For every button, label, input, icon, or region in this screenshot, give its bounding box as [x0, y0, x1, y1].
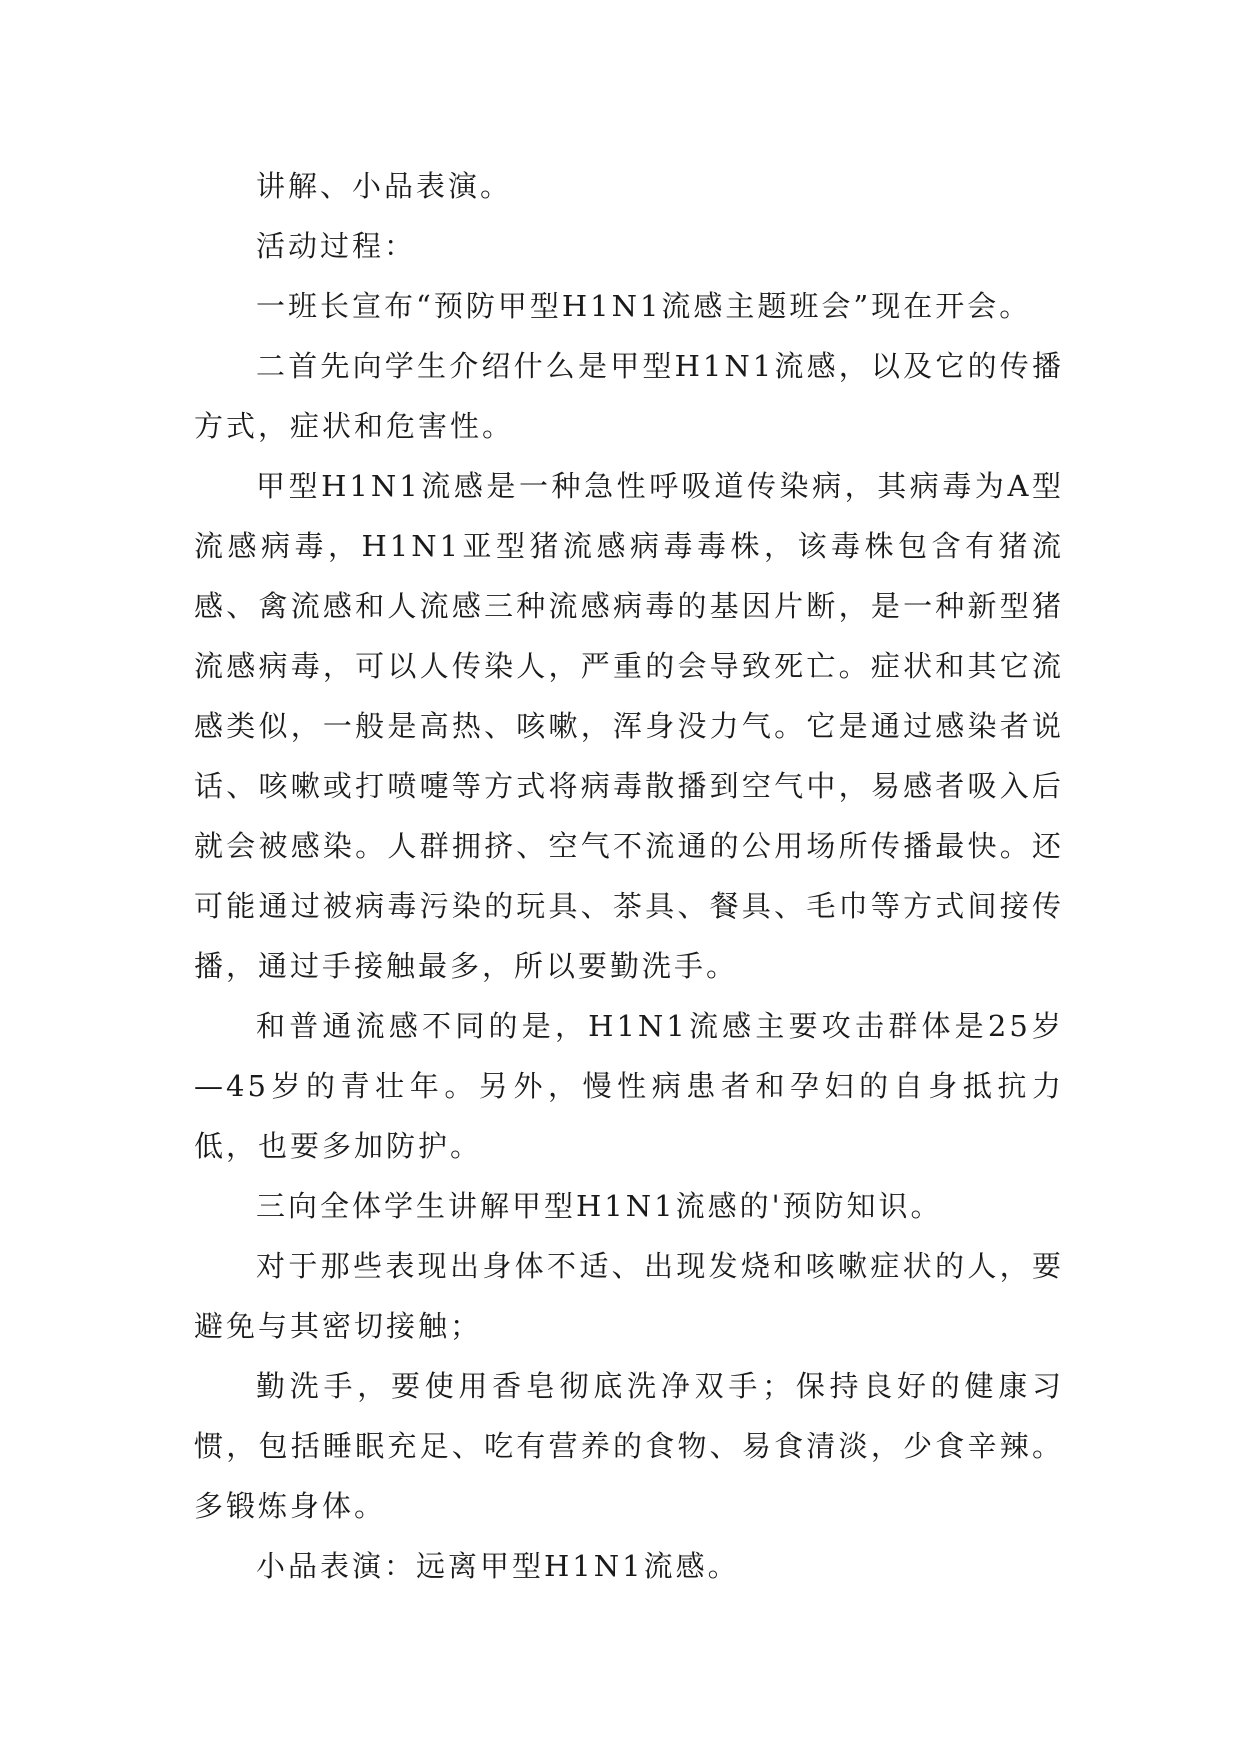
paragraph-hygiene-habits: 勤洗手，要使用香皂彻底洗净双手；保持良好的健康习惯，包括睡眠充足、吃有营养的食物、易食清淡，少食辛辣。多锻炼身体。: [194, 1369, 1064, 1523]
paragraph-target-groups: 和普通流感不同的是，H1N1流感主要攻击群体是25岁—45岁的青壮年。另外，慢性病患者和孕妇的自身抵抗力低，也要多加防护。: [194, 1009, 1064, 1163]
paragraph-step-one: 一班长宣布“预防甲型H1N1流感主题班会”现在开会。: [256, 289, 1032, 323]
paragraph-skit-performance: 小品表演：远离甲型H1N1流感。: [256, 1549, 740, 1583]
paragraph-activity-process-heading: 活动过程：: [256, 229, 417, 263]
paragraph-intro-methods: 讲解、小品表演。: [256, 169, 513, 203]
paragraph-step-three: 三向全体学生讲解甲型H1N1流感的'预防知识。: [256, 1189, 943, 1223]
paragraph-step-two: 二首先向学生介绍什么是甲型H1N1流感，以及它的传播方式，症状和危害性。: [194, 349, 1064, 443]
paragraph-h1n1-description: 甲型H1N1流感是一种急性呼吸道传染病，其病毒为A型流感病毒，H1N1亚型猪流感病毒毒株，该毒株包含有猪流感、禽流感和人流感三种流感病毒的基因片断，是一种新型猪流感病毒，可以人传染人，严重的会导致死亡。症状和其它流感类似，一般是高热、咳嗽，浑身没力气。它是通过感染者说话、咳嗽或打喷嚏等方式将病毒散播到空气中，易感者吸入后就会被感染。人群拥挤、空气不流通的公用场所传播最快。还可能通过被病毒污染的玩具、茶具、餐具、毛巾等方式间接传播，通过手接触最多，所以要勤洗手。: [194, 469, 1064, 983]
document-body: [194, 156, 1064, 1596]
paragraph-avoid-contact: 对于那些表现出身体不适、出现发烧和咳嗽症状的人，要避免与其密切接触；: [194, 1249, 1064, 1343]
